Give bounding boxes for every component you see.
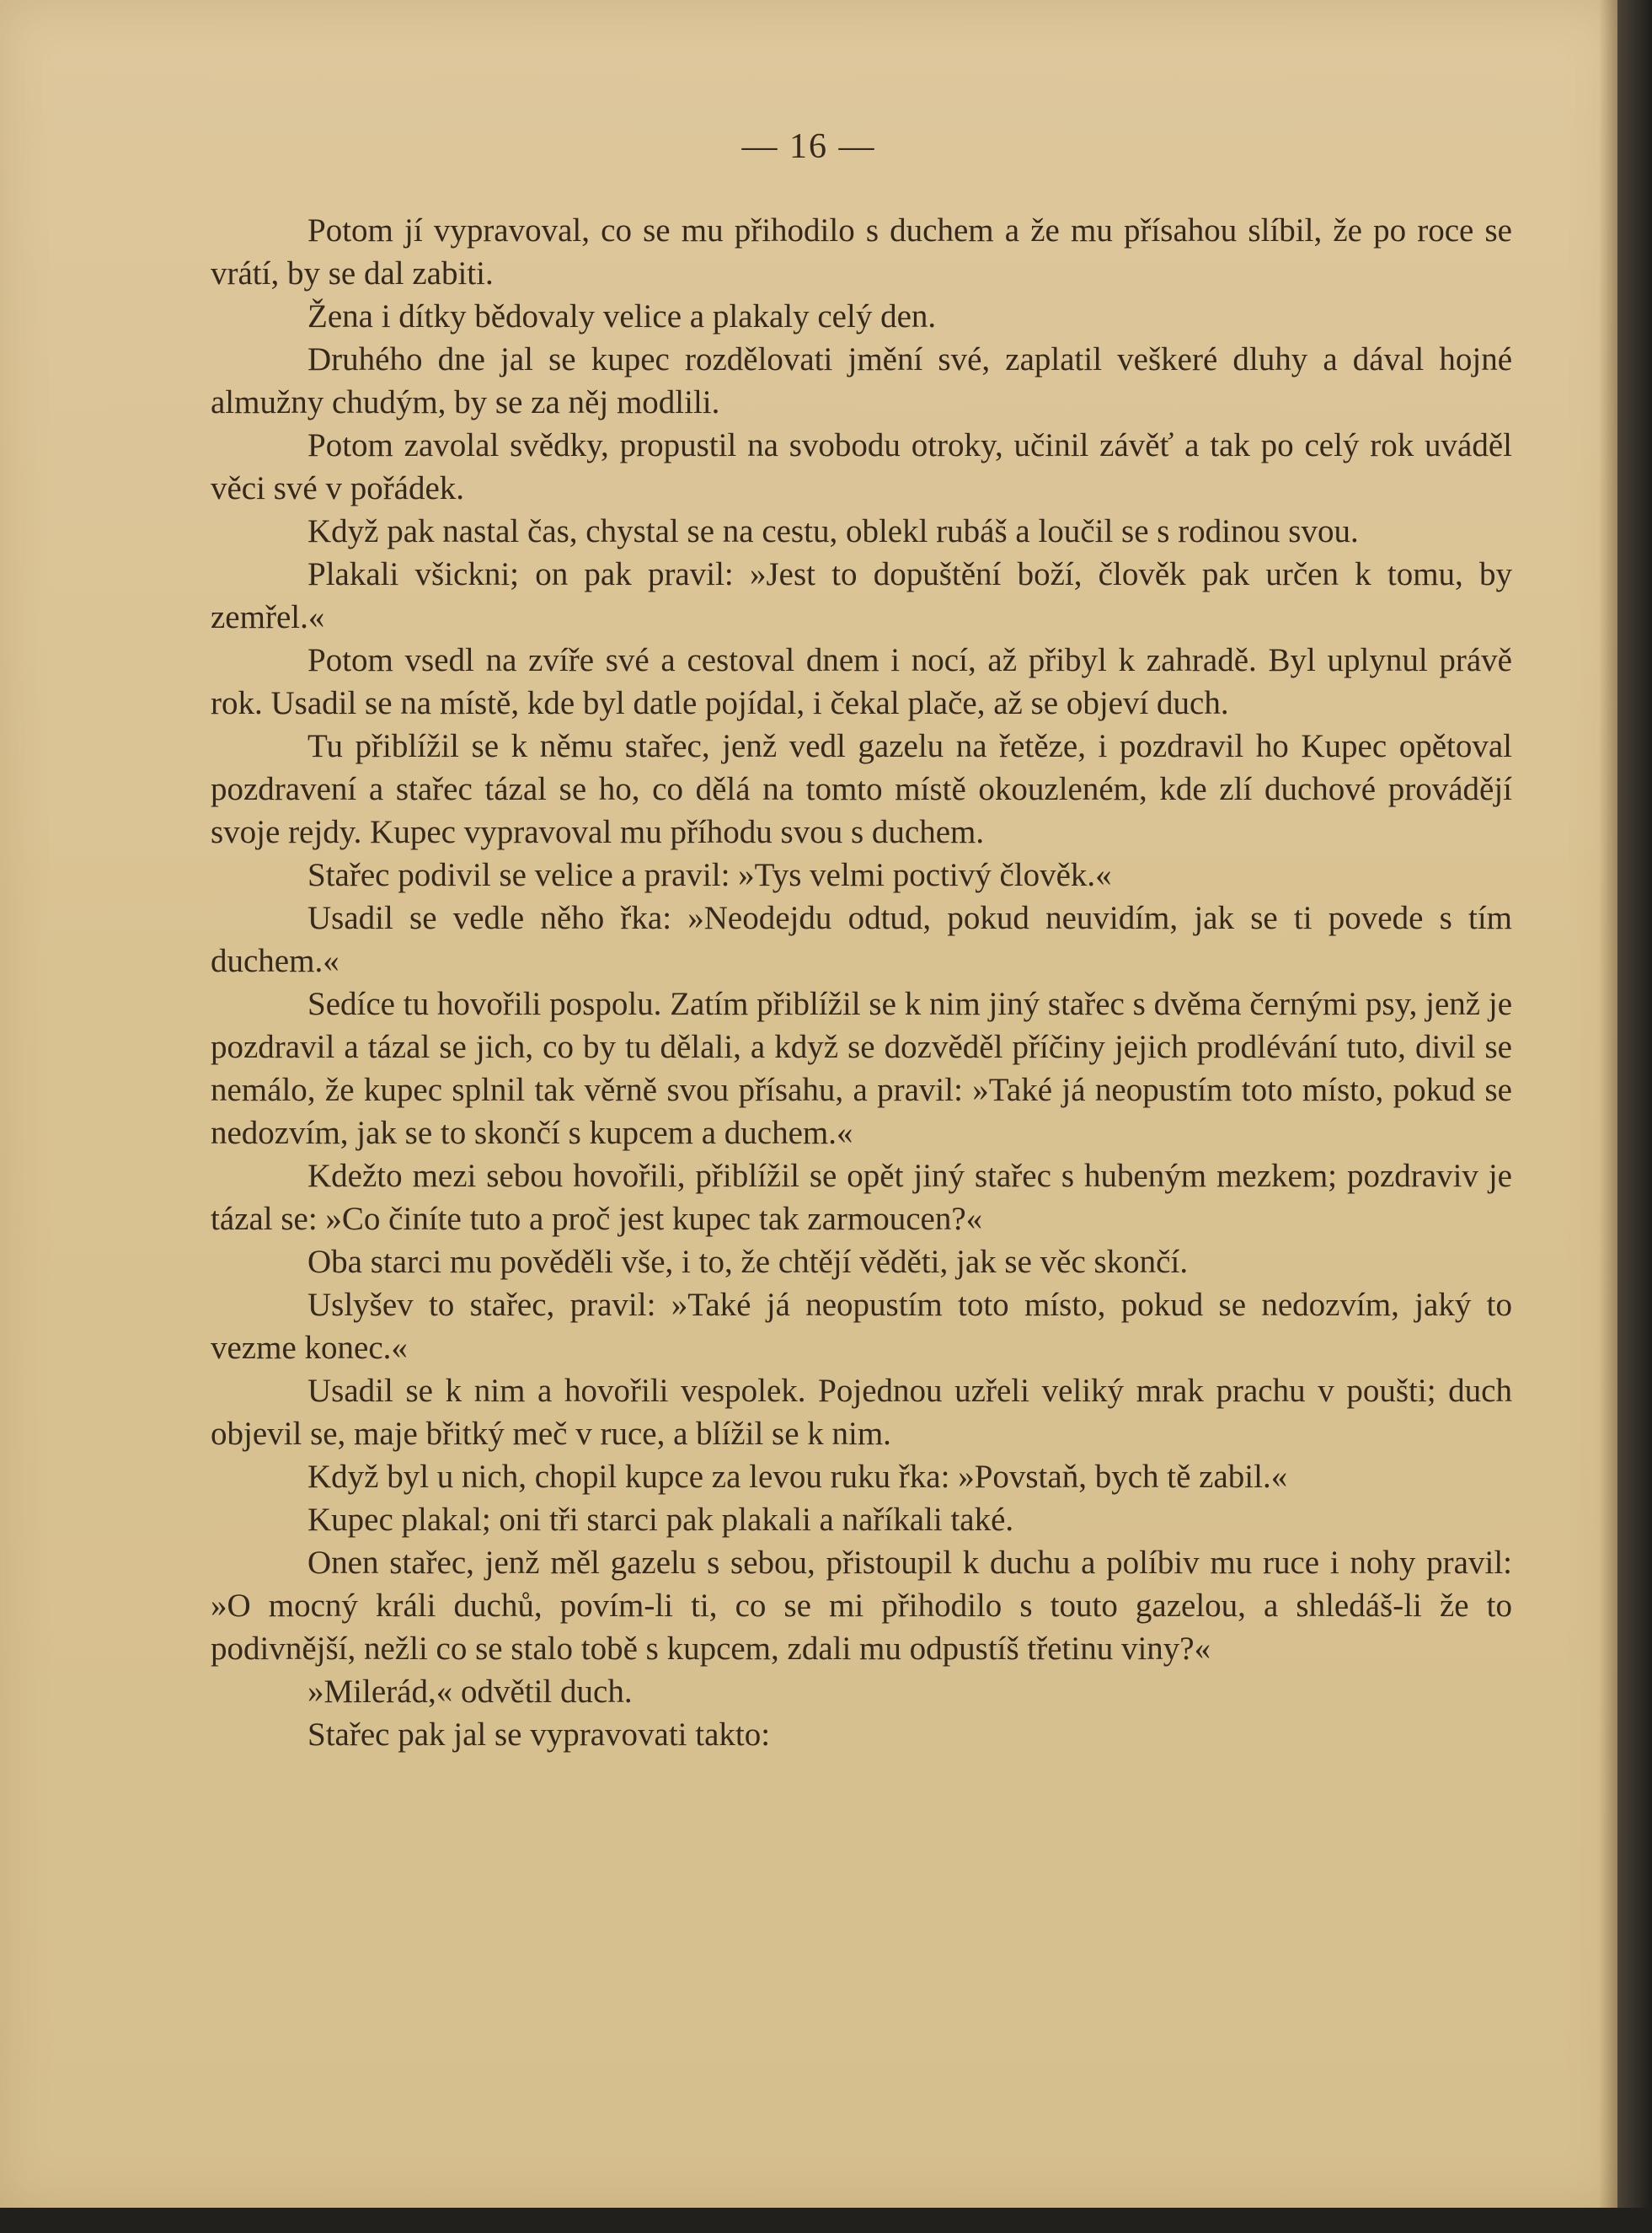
paragraph: Sedíce tu hovořili pospolu. Zatím přiblížil se k nim jiný stařec s dvěma černými psy, jenž je pozdravil a tázal se jich, co by tu dělali, a když se dozvěděl příčiny jejich prodlévání tuto, divil se nemálo, že kupec splnil tak věrně svou přísahu, a pravil: »Také já neopustím toto místo, pokud se nedozvím, jak se to skončí s kupcem a duchem.« xyxy=(211,986,1512,1151)
paragraph: Stařec pak jal se vypravovati takto: xyxy=(307,1716,771,1753)
paragraph: Potom vsedl na zvíře své a cestoval dnem i nocí, až přibyl k zahradě. Byl uplynul právě rok. Usadil se na místě, kde byl datle pojídal, i čekal plače, až se objeví duch. xyxy=(211,642,1512,721)
page-number: — 16 — xyxy=(741,127,876,166)
paragraph: Stařec podivil se velice a pravil: »Tys velmi poctivý člověk.« xyxy=(307,857,1112,893)
scan-edge-right xyxy=(1617,0,1652,2233)
paragraph: Uslyšev to stařec, pravil: »Také já neopustím toto místo, pokud se nedozvím, jaký to vezme konec.« xyxy=(211,1287,1512,1366)
paragraph: Žena i dítky bědovaly velice a plakaly celý den. xyxy=(307,298,937,335)
paragraph: Oba starci mu pověděli vše, i to, že chtějí věděti, jak se věc skončí. xyxy=(307,1244,1189,1280)
scan-edge-bottom xyxy=(0,2208,1652,2233)
paragraph: Kdežto mezi sebou hovořili, přiblížil se opět jiný stařec s hubeným mezkem; pozdraviv je tázal se: »Co činíte tuto a proč jest kupec tak zarmoucen?« xyxy=(211,1158,1512,1237)
page-text xyxy=(211,209,1512,1756)
paragraph: Potom zavolal svědky, propustil na svobodu otroky, učinil závěť a tak po celý rok uváděl věci své v pořádek. xyxy=(211,427,1512,506)
paragraph: Kupec plakal; oni tři starci pak plakali a naříkali také. xyxy=(307,1502,1014,1538)
paragraph: »Milerád,« odvětil duch. xyxy=(307,1673,633,1710)
paragraph: Plakali všickni; on pak pravil: »Jest to dopuštění boží, člověk pak určen k tomu, by zemřel.« xyxy=(211,556,1512,635)
paragraph: Onen stařec, jenž měl gazelu s sebou, přistoupil k duchu a políbiv mu ruce i nohy pravil: »O mocný králi duchů, povím-li ti, co se mi přihodilo s touto gazelou, a shledáš-li že to podivnější, nežli co se stalo tobě s kupcem, zdali mu odpustíš třetinu viny?« xyxy=(211,1545,1512,1667)
paragraph: Když pak nastal čas, chystal se na cestu, oblekl rubáš a loučil se s rodinou svou. xyxy=(307,513,1359,549)
paragraph: Druhého dne jal se kupec rozdělovati jmění své, zaplatil veškeré dluhy a dával hojné almužny chudým, by se za něj modlili. xyxy=(211,341,1512,420)
paragraph: Potom jí vypravoval, co se mu přihodilo s duchem a že mu přísahou slíbil, že po roce se vrátí, by se dal zabiti. xyxy=(211,212,1512,292)
paragraph: Když byl u nich, chopil kupce za levou ruku řka: »Povstaň, bych tě zabil.« xyxy=(307,1459,1288,1495)
paragraph: Usadil se k nim a hovořili vespolek. Pojednou uzřeli veliký mrak prachu v poušti; duch objevil se, maje břitký meč v ruce, a blížil se k nim. xyxy=(211,1373,1512,1452)
paragraph: Usadil se vedle něho řka: »Neodejdu odtud, pokud neuvidím, jak se ti povede s tím duchem.« xyxy=(211,900,1512,979)
paragraph: Tu přiblížil se k němu stařec, jenž vedl gazelu na řetěze, i pozdravil ho Kupec opětoval pozdravení a stařec tázal se ho, co dělá na tomto místě okouzleném, kde zlí duchové provádějí svoje rejdy. Kupec vypravoval mu příhodu svou s duchem. xyxy=(211,728,1512,850)
